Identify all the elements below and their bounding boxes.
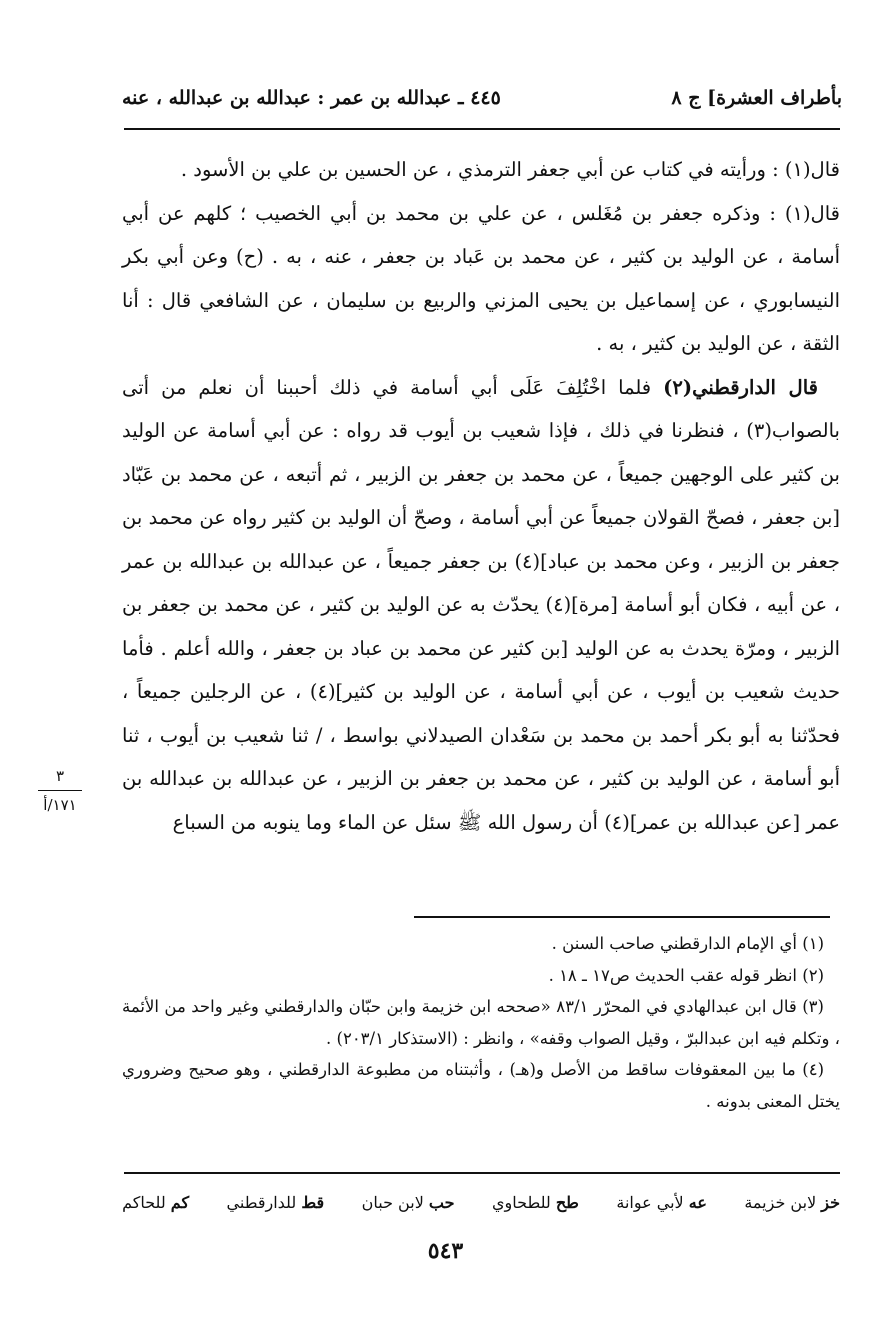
paragraph-1: قال(١) : ورأيته في كتاب عن أبي جعفر الترمذي ، عن الحسين بن علي بن الأسود . (180, 158, 840, 181)
footer-rule (124, 1172, 840, 1174)
running-header (122, 78, 842, 118)
abbreviation-meaning: لابن خزيمة (744, 1192, 817, 1212)
speaker-label: قال الدارقطني(٢) (663, 375, 818, 399)
abbreviation-item (616, 1193, 707, 1212)
abbreviation-code: حب (428, 1192, 455, 1212)
volume-number: ٣ (55, 767, 65, 785)
footnote-4: (٤) ما بين المعقوفات ساقط من الأصل و(هـ) ، وأثبتناه من مطبوعة الدارقطني ، وهو صحيح وضروري يختل المعنى بدونه . (122, 1060, 840, 1111)
abbreviation-item (227, 1193, 325, 1212)
paragraph-2: قال(١) : وذكره جعفر بن مُغَلس ، عن علي بن محمد بن أبي الخصيب ؛ كلهم عن أبي أسامة ، عن الوليد بن كثير ، عن محمد بن عَباد بن جعفر ، عنه ، به . (ح) وعن أبي بكر النيسابوري ، عن إسماعيل بن يحيى المزني والربيع بن سليمان ، عن الشافعي قال : أنا الثقة ، عن الوليد بن كثير ، به . (122, 201, 840, 355)
abbreviation-meaning: للحاكم (122, 1192, 166, 1212)
main-text (122, 148, 840, 844)
abbreviation-code: خز (821, 1192, 840, 1212)
footnotes (122, 928, 840, 1117)
abbreviation-item (744, 1193, 840, 1212)
folio-number: ١٧١/أ (43, 796, 77, 814)
abbreviation-meaning: للطحاوي (491, 1192, 551, 1212)
abbreviation-code: عه (688, 1192, 707, 1212)
abbreviation-meaning: لأبي عوانة (616, 1192, 684, 1212)
paragraph-3-text: فلما اخْتُلِفَ عَلَى أبي أسامة في ذلك أحببنا أن نعلم من أتى بالصواب(٣) ، فنظرنا في ذلك ، فإذا شعيب بن أيوب قد رواه : عن أبي أسامة عن الوليد بن كثير على الوجهين جميعاً ، عن محمد بن جعفر بن الزبير ، ثم أتبعه ، عن محمد بن عَبّاد [بن جعفر ، فصحّ القولان جميعاً عن أبي أسامة ، وصحّ أن الوليد بن كثير رواه عن محمد بن جعفر بن الزبير ، وعن محمد بن عباد](٤) بن جعفر جميعاً ، عن عبدالله بن عبدالله بن عمر ، عن أبيه ، فكان أبو أسامة [مرة](٤) يحدّث به عن الوليد بن كثير ، عن محمد بن جعفر بن الزبير ، ومرّة يحدث به عن الوليد [بن كثير عن محمد بن عباد بن جعفر ، والله أعلم . فأما حديث شعيب بن أيوب ، عن أبي أسامة ، عن الوليد بن كثير](٤) ، عن الرجلين جميعاً ، فحدّثنا به أبو بكر أحمد بن محمد بن سَعْدان الصيدلاني بواسط ، / ثنا شعيب بن أيوب ، ثنا أبو أسامة ، عن الوليد بن كثير ، عن محمد بن جعفر بن الزبير ، عن عبدالله بن عبدالله بن عمر [عن عبدالله بن عمر](٤) أن رسول الله ﷺ سئل عن الماء وما ينوبه من السباع (122, 375, 840, 834)
abbreviation-item (362, 1193, 455, 1212)
paragraph-3 (122, 366, 840, 845)
abbreviation-item (122, 1193, 189, 1212)
footnote-2: (٢) انظر قوله عقب الحديث ص١٧ ـ ١٨ . (548, 965, 824, 985)
footnote-1: (١) أي الإمام الدارقطني صاحب السنن . (551, 934, 824, 953)
page-number: ٥٤٣ (427, 1238, 464, 1264)
abbreviation-meaning: لابن حبان (361, 1192, 424, 1212)
folio-divider (38, 790, 82, 791)
footnote-3: (٣) قال ابن عبدالهادي في المحرّر ٨٣/١ «صححه ابن خزيمة وابن حبّان والدارقطني وغير واحد من الأئمة ، وتكلم فيه ابن عبدالبرّ ، وقيل الصواب وقفه» ، وانظر : (الاستذكار ٢٠٣/١) . (122, 997, 840, 1048)
abbreviation-key (122, 1184, 840, 1220)
abbreviation-meaning: للدارقطني (226, 1192, 297, 1212)
abbreviation-item (492, 1193, 579, 1212)
manuscript-folio-note (32, 764, 88, 817)
abbreviation-code: طح (555, 1192, 579, 1212)
footnote-separator (414, 916, 830, 918)
running-title: بأطراف العشرة] ج ٨ (671, 87, 842, 109)
abbreviation-code: كم (170, 1192, 190, 1212)
abbreviation-code: قط (301, 1192, 325, 1212)
section-title: ٤٤٥ ـ عبدالله بن عمر : عبدالله بن عبدالله ، عنه (122, 87, 501, 109)
header-rule (124, 128, 840, 130)
